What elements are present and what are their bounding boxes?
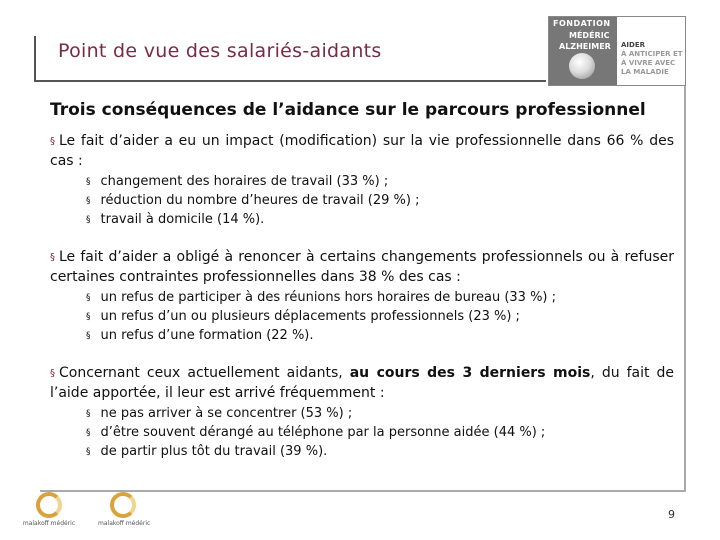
logo-aider-line: AIDER (621, 41, 646, 49)
swirl-icon (110, 492, 136, 518)
list-item-text: réduction du nombre d’heures de travail (29 %) ; (100, 193, 420, 208)
logo-aider-text (621, 41, 683, 77)
list-item-text: un refus de participer à des réunions hors horaires de bureau (33 %) ; (100, 290, 557, 305)
block-lead (50, 132, 674, 171)
lead-text: Le fait d’aider a eu un impact (modification) sur la vie professionnelle dans 66 % des cas : (50, 133, 674, 169)
malakoff-logo (22, 492, 76, 527)
list-item (86, 327, 674, 346)
consequence-block-2 (50, 248, 674, 346)
consequence-block-1 (50, 132, 674, 230)
swirl-icon (36, 492, 62, 518)
block-lead (50, 364, 674, 403)
malakoff-logo-2 (98, 492, 151, 527)
bullet-icon: § (86, 312, 91, 322)
logo-line-1: FONDATION (553, 19, 611, 28)
fondation-logo (548, 16, 686, 86)
bullet-icon: § (86, 331, 91, 341)
page-title: Point de vue des salariés-aidants (58, 40, 382, 62)
list-item (86, 211, 674, 230)
sub-list (86, 405, 674, 462)
block-lead (50, 248, 674, 287)
logo-caption: malakoff médéric (98, 520, 151, 527)
sub-list (86, 173, 674, 230)
logo-caption: malakoff médéric (22, 520, 76, 527)
lead-text: Concernant ceux actuellement aidants, (59, 365, 350, 381)
slide-content (50, 100, 674, 480)
list-item (86, 192, 674, 211)
bullet-icon: § (86, 196, 91, 206)
bullet-icon: § (86, 409, 91, 419)
lead-emphasis: au cours des 3 derniers mois (349, 365, 591, 381)
bullet-icon: § (86, 293, 91, 303)
consequence-block-3 (50, 364, 674, 462)
sub-list (86, 289, 674, 346)
bullet-icon: § (50, 368, 55, 379)
list-item (86, 289, 674, 308)
logo-aider-line: LA MALADIE (621, 68, 669, 76)
bullet-icon: § (86, 177, 91, 187)
logo-tagline (617, 17, 685, 85)
list-item-text: un refus d’une formation (22 %). (100, 328, 314, 343)
lead-text: , du fait de l’aide apportée, il leur est arrivé fréquemment : (50, 365, 675, 401)
section-heading: Trois conséquences de l’aidance sur le parcours professionnel (50, 100, 646, 120)
logo-aider-line: À VIVRE AVEC (621, 59, 676, 67)
logo-aider-line: À ANTICIPER ET (621, 50, 683, 58)
logo-sphere-icon (569, 53, 595, 79)
list-item (86, 308, 674, 327)
bullet-icon: § (86, 447, 91, 457)
list-item (86, 443, 674, 462)
list-item-text: ne pas arriver à se concentrer (53 %) ; (100, 406, 353, 421)
bullet-icon: § (50, 252, 55, 263)
list-item-text: un refus d’un ou plusieurs déplacements professionnels (23 %) ; (100, 309, 520, 324)
list-item (86, 424, 674, 443)
list-item-text: travail à domicile (14 %). (100, 212, 265, 227)
list-item (86, 405, 674, 424)
list-item (86, 173, 674, 192)
logo-line-2: MÉDÉRIC (569, 31, 610, 40)
list-item-text: d’être souvent dérangé au téléphone par la personne aidée (44 %) ; (100, 425, 546, 440)
lead-text: Le fait d’aider a obligé à renoncer à certains changements professionnels ou à refuser certaines contraintes professionnelles dans 38 % des cas : (50, 249, 674, 285)
list-item-text: de partir plus tôt du travail (39 %). (100, 444, 328, 459)
logo-line-3: ALZHEIMER (559, 42, 611, 51)
bullet-icon: § (86, 428, 91, 438)
bullet-icon: § (50, 136, 55, 147)
logo-emblem (549, 17, 617, 85)
page-number: 9 (668, 508, 675, 521)
bullet-icon: § (86, 215, 91, 225)
list-item-text: changement des horaires de travail (33 %) ; (100, 174, 389, 189)
